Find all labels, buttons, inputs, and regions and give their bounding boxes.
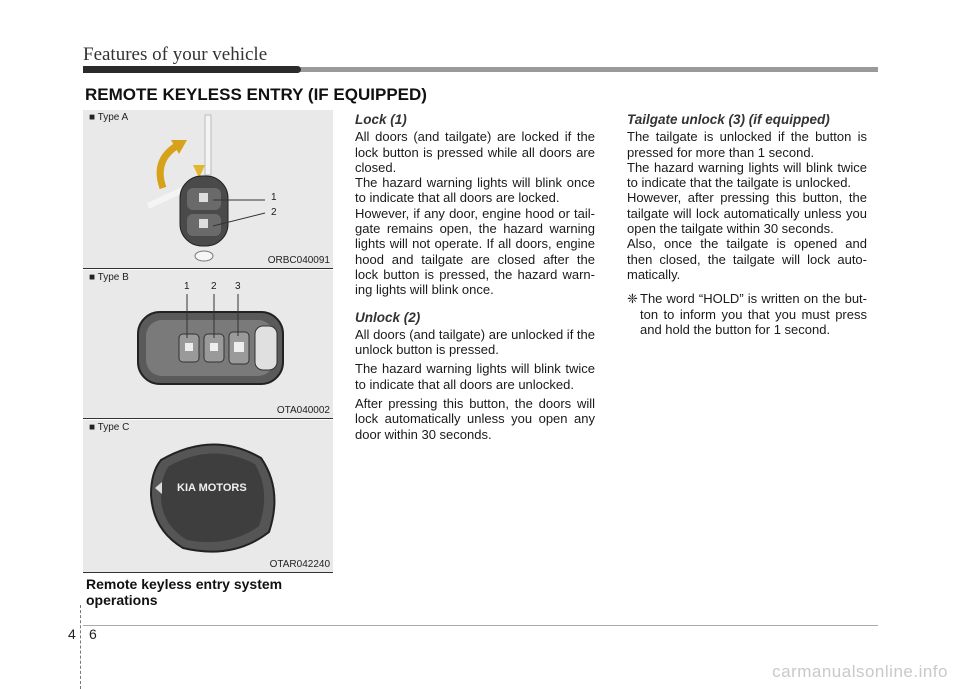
callout-2: 2 [211, 281, 217, 292]
callout-3: 3 [235, 281, 241, 292]
column-lock-unlock [355, 112, 595, 446]
tailgate-text-1: The tailgate is unlocked if the button is pressed for more than 1 second. [627, 129, 867, 160]
callout-1: 1 [184, 281, 190, 292]
note-text: The word “HOLD” is written on the but-ton to inform you that you must press and hold the button for 1 second. [640, 291, 867, 337]
tailgate-button-icon [234, 342, 244, 352]
folding-key-illustration [83, 110, 333, 268]
figure-type-c-label: ■ Type C [89, 422, 130, 433]
figure-divider [83, 268, 333, 269]
lock-heading: Lock (1) [355, 112, 407, 127]
figure-type-b-label: ■ Type B [89, 272, 129, 283]
figure-code: OTAR042240 [269, 559, 330, 570]
note-symbol: ❈ [627, 291, 638, 307]
figure-type-a [83, 110, 333, 268]
footer-divider [80, 605, 81, 689]
lock-text-3: However, if any door, engine hood or tail-gate remains open, the hazard warning lights will not operate. If all doors, engine hood and tailgate are closed after the lock button is pressed, the hazard warn-ing lights will blink once. [355, 205, 595, 298]
remote-fob-illustration [83, 420, 333, 572]
page-chapter: 4 [68, 626, 76, 642]
logo-text: KIA MOTORS [177, 482, 247, 494]
figure-code: OTA040002 [276, 405, 330, 416]
smart-key-illustration [83, 270, 333, 418]
tailgate-text-4: Also, once the tailgate is opened and then closed, the tailgate will lock auto-matically. [627, 236, 867, 282]
figure-type-b [83, 270, 333, 418]
figure-divider [83, 418, 333, 419]
callout-2: 2 [271, 207, 277, 218]
tailgate-text-2: The hazard warning lights will blink twice to indicate that the tailgate is unlocked. [627, 159, 867, 191]
hold-note [627, 291, 867, 337]
lock-button-icon [185, 343, 193, 351]
figure-divider [83, 572, 333, 573]
unlock-text-1: All doors (and tailgate) are unlocked if the unlock button is pressed. [355, 326, 595, 358]
unlock-button-icon [210, 343, 218, 351]
unlock-button-icon [199, 219, 208, 228]
column-tailgate [627, 112, 867, 337]
footer-rule [83, 625, 878, 626]
unlock-heading: Unlock (2) [355, 309, 421, 325]
figure-type-c [83, 420, 333, 572]
tailgate-heading: Tailgate unlock (3) (if equipped) [627, 112, 830, 127]
tailgate-text-3: However, after pressing this button, the tailgate will lock automatically unless you open the tailgate within 30 seconds. [627, 190, 867, 237]
lock-button-icon [199, 193, 208, 202]
figure-type-a-label: ■ Type A [89, 112, 129, 123]
callout-1: 1 [271, 192, 277, 203]
figure-caption: Remote keyless entry system operations [86, 576, 283, 608]
unlock-text-2: The hazard warning lights will blink twice to indicate that all doors are unlocked. [355, 361, 595, 392]
figure-code: ORBC040091 [267, 255, 330, 266]
chapter-title: Features of your vehicle [83, 44, 268, 65]
watermark: carmanualsonline.info [772, 662, 948, 681]
page-number: 6 [89, 626, 97, 642]
section-title: REMOTE KEYLESS ENTRY (IF EQUIPPED) [85, 85, 427, 104]
unlock-text-3: After pressing this button, the doors will lock automatically unless you open any door within 30 seconds. [355, 396, 595, 442]
header-rule-accent [83, 66, 301, 73]
lock-text-2: The hazard warning lights will blink once to indicate that all doors are locked. [355, 175, 595, 206]
lock-text-1: All doors (and tailgate) are locked if the lock button is pressed while all doors are closed. [355, 129, 595, 175]
